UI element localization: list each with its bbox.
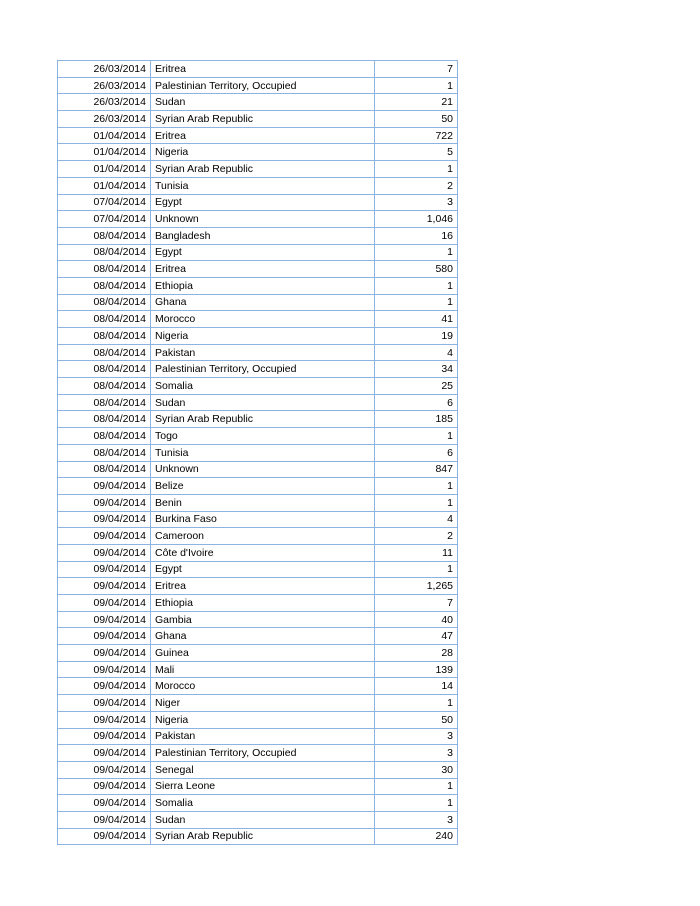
table-row: [58, 761, 458, 778]
table-row: [58, 328, 458, 345]
cell-date: 07/04/2014: [58, 194, 151, 211]
table-row: [58, 361, 458, 378]
cell-country: Syrian Arab Republic: [151, 411, 375, 428]
cell-value: 185: [375, 411, 458, 428]
cell-country: Senegal: [151, 761, 375, 778]
table-row: [58, 611, 458, 628]
cell-value: 1: [375, 277, 458, 294]
cell-date: 09/04/2014: [58, 811, 151, 828]
cell-date: 08/04/2014: [58, 461, 151, 478]
cell-value: 139: [375, 661, 458, 678]
table-row: [58, 194, 458, 211]
cell-country: Nigeria: [151, 328, 375, 345]
cell-value: 21: [375, 94, 458, 111]
cell-country: Eritrea: [151, 578, 375, 595]
table-row: [58, 378, 458, 395]
cell-date: 08/04/2014: [58, 428, 151, 445]
cell-country: Togo: [151, 428, 375, 445]
cell-date: 08/04/2014: [58, 361, 151, 378]
cell-value: 3: [375, 194, 458, 211]
cell-country: Eritrea: [151, 61, 375, 78]
table-row: [58, 695, 458, 712]
cell-date: 09/04/2014: [58, 561, 151, 578]
cell-country: Sudan: [151, 94, 375, 111]
table-row: [58, 511, 458, 528]
cell-date: 09/04/2014: [58, 828, 151, 845]
cell-date: 09/04/2014: [58, 678, 151, 695]
cell-country: Sudan: [151, 811, 375, 828]
cell-value: 240: [375, 828, 458, 845]
cell-value: 41: [375, 311, 458, 328]
cell-country: Syrian Arab Republic: [151, 111, 375, 128]
cell-value: 580: [375, 261, 458, 278]
cell-value: 1: [375, 428, 458, 445]
table-row: [58, 261, 458, 278]
cell-value: 1: [375, 561, 458, 578]
cell-value: 1: [375, 795, 458, 812]
cell-date: 09/04/2014: [58, 711, 151, 728]
table-row: [58, 428, 458, 445]
cell-country: Tunisia: [151, 177, 375, 194]
cell-value: 11: [375, 544, 458, 561]
table-body: [58, 61, 458, 845]
cell-value: 1: [375, 494, 458, 511]
table-row: [58, 127, 458, 144]
cell-value: 847: [375, 461, 458, 478]
cell-date: 09/04/2014: [58, 661, 151, 678]
cell-date: 09/04/2014: [58, 695, 151, 712]
cell-date: 01/04/2014: [58, 127, 151, 144]
table-row: [58, 645, 458, 662]
cell-date: 26/03/2014: [58, 111, 151, 128]
cell-value: 30: [375, 761, 458, 778]
table-row: [58, 61, 458, 78]
cell-country: Pakistan: [151, 728, 375, 745]
cell-date: 09/04/2014: [58, 544, 151, 561]
cell-country: Syrian Arab Republic: [151, 161, 375, 178]
cell-country: Ethiopia: [151, 277, 375, 294]
cell-country: Niger: [151, 695, 375, 712]
table-row: [58, 561, 458, 578]
cell-date: 08/04/2014: [58, 311, 151, 328]
cell-date: 09/04/2014: [58, 578, 151, 595]
cell-date: 09/04/2014: [58, 611, 151, 628]
cell-country: Sudan: [151, 394, 375, 411]
cell-country: Cameroon: [151, 528, 375, 545]
cell-country: Nigeria: [151, 144, 375, 161]
cell-value: 1: [375, 77, 458, 94]
table-row: [58, 94, 458, 111]
cell-date: 08/04/2014: [58, 344, 151, 361]
cell-date: 09/04/2014: [58, 595, 151, 612]
table-row: [58, 811, 458, 828]
cell-value: 34: [375, 361, 458, 378]
cell-value: 1: [375, 778, 458, 795]
cell-value: 4: [375, 344, 458, 361]
cell-value: 3: [375, 728, 458, 745]
cell-date: 09/04/2014: [58, 494, 151, 511]
cell-date: 07/04/2014: [58, 211, 151, 228]
table-row: [58, 795, 458, 812]
cell-country: Eritrea: [151, 261, 375, 278]
cell-date: 09/04/2014: [58, 511, 151, 528]
cell-value: 1: [375, 244, 458, 261]
cell-date: 09/04/2014: [58, 778, 151, 795]
cell-date: 08/04/2014: [58, 328, 151, 345]
cell-country: Egypt: [151, 244, 375, 261]
cell-country: Palestinian Territory, Occupied: [151, 77, 375, 94]
cell-date: 09/04/2014: [58, 528, 151, 545]
table-row: [58, 411, 458, 428]
table-row: [58, 678, 458, 695]
cell-date: 09/04/2014: [58, 761, 151, 778]
cell-country: Sierra Leone: [151, 778, 375, 795]
cell-value: 7: [375, 61, 458, 78]
cell-country: Morocco: [151, 678, 375, 695]
cell-country: Ghana: [151, 294, 375, 311]
table-row: [58, 628, 458, 645]
cell-date: 26/03/2014: [58, 94, 151, 111]
cell-country: Côte d'Ivoire: [151, 544, 375, 561]
cell-country: Egypt: [151, 561, 375, 578]
table-row: [58, 778, 458, 795]
cell-date: 26/03/2014: [58, 61, 151, 78]
cell-date: 08/04/2014: [58, 277, 151, 294]
table-row: [58, 444, 458, 461]
cell-country: Bangladesh: [151, 227, 375, 244]
cell-value: 19: [375, 328, 458, 345]
table-row: [58, 161, 458, 178]
cell-date: 08/04/2014: [58, 294, 151, 311]
cell-country: Egypt: [151, 194, 375, 211]
table-row: [58, 277, 458, 294]
cell-country: Nigeria: [151, 711, 375, 728]
cell-value: 16: [375, 227, 458, 244]
table-row: [58, 177, 458, 194]
cell-country: Somalia: [151, 795, 375, 812]
table-row: [58, 244, 458, 261]
cell-country: Burkina Faso: [151, 511, 375, 528]
cell-value: 5: [375, 144, 458, 161]
table-row: [58, 828, 458, 845]
cell-date: 08/04/2014: [58, 394, 151, 411]
table-row: [58, 728, 458, 745]
cell-country: Palestinian Territory, Occupied: [151, 745, 375, 762]
cell-country: Belize: [151, 478, 375, 495]
cell-country: Unknown: [151, 461, 375, 478]
cell-country: Morocco: [151, 311, 375, 328]
cell-value: 40: [375, 611, 458, 628]
cell-value: 3: [375, 745, 458, 762]
cell-date: 08/04/2014: [58, 411, 151, 428]
cell-date: 09/04/2014: [58, 745, 151, 762]
cell-value: 2: [375, 528, 458, 545]
cell-value: 1,265: [375, 578, 458, 595]
data-table-container: [57, 60, 453, 845]
cell-date: 08/04/2014: [58, 244, 151, 261]
cell-value: 47: [375, 628, 458, 645]
table-row: [58, 578, 458, 595]
table-row: [58, 494, 458, 511]
cell-value: 3: [375, 811, 458, 828]
cell-value: 1: [375, 294, 458, 311]
cell-date: 26/03/2014: [58, 77, 151, 94]
cell-date: 09/04/2014: [58, 478, 151, 495]
table-row: [58, 544, 458, 561]
cell-country: Somalia: [151, 378, 375, 395]
cell-value: 50: [375, 711, 458, 728]
cell-country: Eritrea: [151, 127, 375, 144]
table-row: [58, 294, 458, 311]
cell-value: 4: [375, 511, 458, 528]
cell-country: Pakistan: [151, 344, 375, 361]
cell-country: Unknown: [151, 211, 375, 228]
cell-country: Mali: [151, 661, 375, 678]
cell-date: 09/04/2014: [58, 728, 151, 745]
table-row: [58, 211, 458, 228]
cell-value: 14: [375, 678, 458, 695]
cell-value: 1: [375, 478, 458, 495]
cell-date: 01/04/2014: [58, 177, 151, 194]
table-row: [58, 595, 458, 612]
table-row: [58, 661, 458, 678]
table-row: [58, 394, 458, 411]
cell-value: 2: [375, 177, 458, 194]
cell-date: 08/04/2014: [58, 261, 151, 278]
cell-date: 08/04/2014: [58, 227, 151, 244]
table-row: [58, 461, 458, 478]
arrivals-by-date-and-nationality-table: [57, 60, 458, 845]
cell-value: 1,046: [375, 211, 458, 228]
table-row: [58, 745, 458, 762]
table-row: [58, 311, 458, 328]
cell-date: 09/04/2014: [58, 795, 151, 812]
table-row: [58, 77, 458, 94]
cell-country: Ethiopia: [151, 595, 375, 612]
cell-country: Benin: [151, 494, 375, 511]
cell-date: 01/04/2014: [58, 144, 151, 161]
cell-value: 25: [375, 378, 458, 395]
cell-date: 09/04/2014: [58, 628, 151, 645]
table-row: [58, 528, 458, 545]
cell-value: 7: [375, 595, 458, 612]
cell-date: 08/04/2014: [58, 378, 151, 395]
cell-country: Tunisia: [151, 444, 375, 461]
table-row: [58, 144, 458, 161]
table-row: [58, 478, 458, 495]
table-row: [58, 111, 458, 128]
cell-value: 28: [375, 645, 458, 662]
cell-country: Palestinian Territory, Occupied: [151, 361, 375, 378]
table-row: [58, 711, 458, 728]
cell-country: Syrian Arab Republic: [151, 828, 375, 845]
cell-country: Ghana: [151, 628, 375, 645]
cell-date: 08/04/2014: [58, 444, 151, 461]
cell-value: 6: [375, 394, 458, 411]
cell-value: 6: [375, 444, 458, 461]
cell-value: 722: [375, 127, 458, 144]
cell-value: 1: [375, 161, 458, 178]
cell-value: 1: [375, 695, 458, 712]
cell-country: Gambia: [151, 611, 375, 628]
cell-date: 09/04/2014: [58, 645, 151, 662]
cell-country: Guinea: [151, 645, 375, 662]
table-row: [58, 227, 458, 244]
cell-value: 50: [375, 111, 458, 128]
table-row: [58, 344, 458, 361]
cell-date: 01/04/2014: [58, 161, 151, 178]
